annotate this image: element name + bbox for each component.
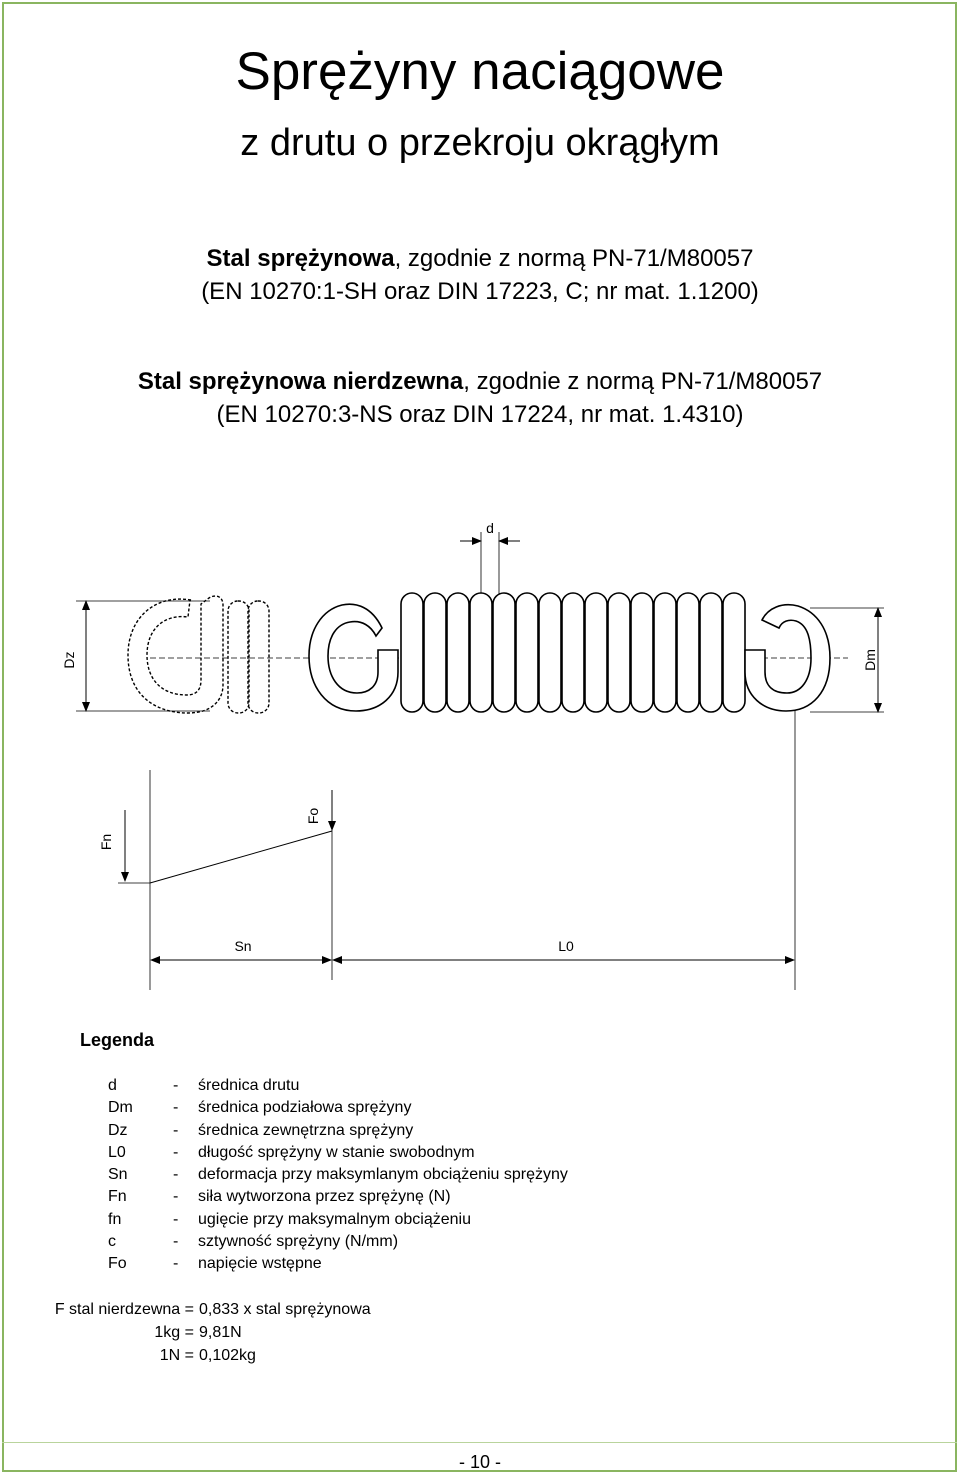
conversion-right-column xyxy=(199,1298,371,1367)
legend-dash: - xyxy=(173,1099,179,1117)
label-d: d xyxy=(486,520,494,536)
legend-dash: - xyxy=(173,1166,179,1184)
coil-12 xyxy=(654,593,676,712)
legend-symbol: Dz xyxy=(108,1121,128,1139)
conversion-lhs: F stal nierdzewna = xyxy=(54,1301,194,1318)
coil-8 xyxy=(562,593,584,712)
legend-symbol: fn xyxy=(108,1210,122,1228)
conversion-lhs: 1N = xyxy=(159,1347,194,1364)
legend-dash: - xyxy=(173,1077,179,1094)
legend-description: sztywność sprężyny (N/mm) xyxy=(198,1233,399,1251)
legend-description: średnica zewnętrzna sprężyny xyxy=(198,1121,414,1139)
material-1-line-1 xyxy=(0,243,960,274)
right-hook xyxy=(745,605,830,711)
legend-description: siła wytworzona przez sprężynę (N) xyxy=(198,1188,451,1206)
material-1-line-2: (EN 10270:1-SH oraz DIN 17223, C; nr mat. 1.1200) xyxy=(201,278,759,305)
legend-dash: - xyxy=(173,1210,179,1228)
conversion-rhs: 0,102kg xyxy=(199,1347,256,1364)
legend-dash: - xyxy=(173,1188,179,1206)
page-title: Sprężyny naciągowe xyxy=(235,42,725,101)
coil-10 xyxy=(608,593,630,712)
legend-symbol: Fn xyxy=(108,1188,127,1206)
conversion-rhs: 0,833 x stal sprężynowa xyxy=(199,1301,371,1318)
legend-description: deformacja przy maksymlanym obciążeniu sprężyny xyxy=(198,1166,568,1184)
force-line xyxy=(150,831,332,883)
legend-heading: Legenda xyxy=(80,1030,155,1050)
coil-3 xyxy=(447,593,469,712)
page-number: - 10 - xyxy=(458,1452,501,1472)
label-fo: Fo xyxy=(305,807,321,825)
legend-description: średnica drutu xyxy=(198,1077,300,1094)
coil-14 xyxy=(700,593,722,712)
coil-2 xyxy=(424,593,446,712)
conversion-rhs: 9,81N xyxy=(199,1324,242,1341)
legend-symbols xyxy=(108,1075,133,1276)
label-dm: Dm xyxy=(862,649,878,671)
dashed-hook-loop xyxy=(128,596,223,713)
conversion-lhs: 1kg = xyxy=(154,1324,194,1341)
legend-symbol: Sn xyxy=(108,1166,128,1184)
material-2-name: Stal sprężynowa nierdzewna xyxy=(137,368,464,395)
legend-dash: - xyxy=(173,1143,179,1161)
conversion-left-column xyxy=(55,1298,194,1367)
coil-15 xyxy=(723,593,745,712)
legend-symbol: L0 xyxy=(108,1143,126,1161)
label-fn: Fn xyxy=(98,833,114,851)
legend-description: długość sprężyny w stanie swobodnym xyxy=(198,1143,475,1161)
footer-divider xyxy=(2,1442,957,1443)
coil-9 xyxy=(585,593,607,712)
coil-1 xyxy=(401,593,423,712)
legend-dash: - xyxy=(173,1255,179,1273)
dashed-coil-1 xyxy=(228,601,249,713)
coil-6 xyxy=(516,593,538,712)
dashed-coil-2 xyxy=(248,601,269,713)
legend-dash: - xyxy=(173,1121,179,1139)
material-2-norm: , zgodnie z normą PN-71/M80057 xyxy=(463,368,823,395)
label-dz: Dz xyxy=(61,651,77,669)
legend-descriptions xyxy=(198,1075,568,1276)
coil-7 xyxy=(539,593,561,712)
material-1-norm: , zgodnie z normą PN-71/M80057 xyxy=(394,245,754,272)
legend-symbol: Fo xyxy=(108,1255,127,1273)
label-l0: L0 xyxy=(558,938,574,954)
page-subtitle: z drutu o przekroju okrągłym xyxy=(240,122,720,164)
material-1-name: Stal sprężynowa xyxy=(206,245,395,272)
coil-5 xyxy=(493,593,515,712)
label-sn: Sn xyxy=(234,938,252,954)
coil-13 xyxy=(677,593,699,712)
coil-11 xyxy=(631,593,653,712)
spring-diagram xyxy=(0,500,960,990)
coil-4 xyxy=(470,593,492,712)
legend-description: ugięcie przy maksymalnym obciążeniu xyxy=(198,1210,471,1228)
material-2-line-2: (EN 10270:3-NS oraz DIN 17224, nr mat. 1.4310) xyxy=(216,401,744,428)
legend-description: średnica podziałowa sprężyny xyxy=(198,1099,412,1117)
material-2-line-1 xyxy=(0,366,960,397)
legend-dashes xyxy=(173,1075,178,1276)
legend-symbol: c xyxy=(108,1233,116,1251)
legend-symbol: Dm xyxy=(108,1099,133,1117)
legend-dash: - xyxy=(173,1233,179,1251)
legend-description: napięcie wstępne xyxy=(198,1255,322,1273)
legend-symbol: d xyxy=(108,1077,117,1094)
